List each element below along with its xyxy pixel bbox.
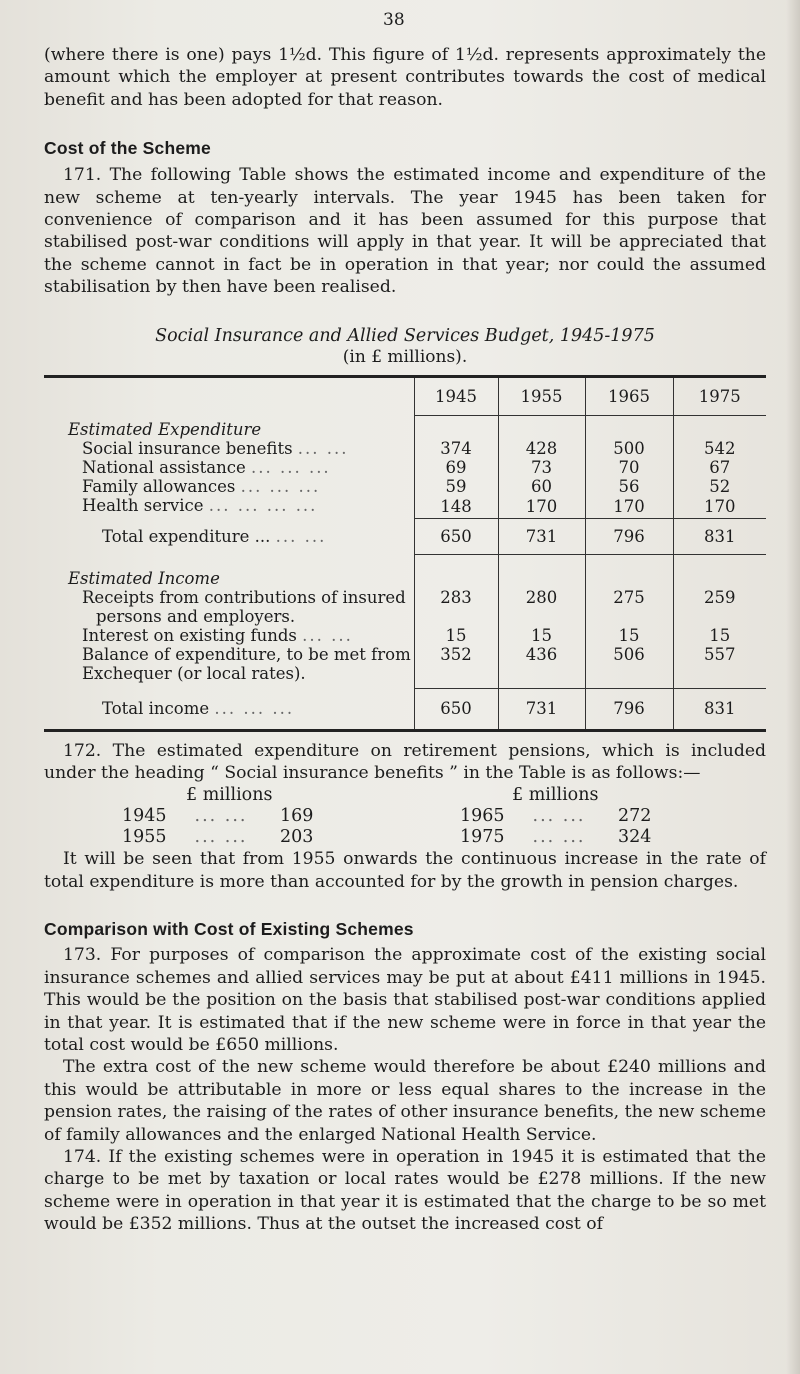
table-row: [44, 588, 766, 626]
table-subtitle: (in £ millions).: [342, 346, 468, 367]
table-cell: 56: [585, 477, 673, 496]
leader-dots: ... ... ...: [240, 476, 321, 496]
page-edge-shadow: [786, 0, 800, 1374]
paragraph-174: 174. If the existing schemes were in operation in 1945 it is estimated that the charge to be met by taxation or local rates would be £278 millions. If the new scheme were in operation in that year it is estimated that the charge to be so met would be £352 millions. Thus at the outset the increased cost of: [44, 1146, 766, 1235]
table-row: [44, 477, 766, 496]
pensions-row: [44, 827, 766, 848]
row-label: Interest on existing funds: [82, 625, 297, 645]
table-cell: 170: [498, 496, 585, 519]
row-label: Receipts from contributions of insured: [82, 587, 406, 607]
table-cell: 170: [585, 496, 673, 519]
table-cell: 59: [414, 477, 498, 496]
table-cell: 731: [498, 519, 585, 555]
table-cell: 650: [414, 519, 498, 555]
unit-label: £ millions: [186, 785, 273, 806]
pensions-header: [44, 784, 766, 806]
table-total-row: [44, 689, 766, 729]
table-title: Social Insurance and Allied Services Budget, 1945-1975: [155, 325, 655, 346]
row-label: National assistance: [82, 457, 246, 477]
table-cell: 148: [414, 496, 498, 519]
paragraph-171: 171. The following Table shows the estimated income and expenditure of the new scheme at ten-yearly intervals. The year 1945 has been taken for convenience of comparison and it has been assumed for this purpose that stabilised post-war conditions will apply in that year. It will be appreciated that the scheme cannot in fact be in operation in that year; nor could the assumed stabilisation by then have been realised.: [44, 165, 766, 298]
year-header: 1965: [585, 378, 673, 416]
pension-year: 1965: [460, 806, 505, 827]
paragraph-172-continued: It will be seen that from 1955 onwards the continuous increase in the rate of total expenditure is more than accounted for by the growth in pension charges.: [44, 849, 766, 892]
paragraph-172: 172. The estimated expenditure on retirement pensions, which is included under the heading “ Social insurance benefits ” in the Table is as follows:—: [44, 740, 766, 784]
paragraph-173: 173. For purposes of comparison the approximate cost of the existing social insurance schemes and allied services may be put at about £411 millions in 1945. This would be the position on the basis that stabilised post-war conditions applied in that year. It is estimated that if the new scheme were in force in that year the total cost would be £650 millions.: [44, 945, 766, 1055]
income-heading: Estimated Income: [68, 568, 220, 588]
table-cell: 542: [673, 439, 766, 458]
table-cell: 796: [585, 519, 673, 555]
intro-paragraph: (where there is one) pays 1½d. This figure of 1½d. represents approximately the amount which the employer at present contributes towards the cost of medical benefit and has been adopted for that reason.: [44, 45, 766, 110]
table-row: [44, 496, 766, 519]
table-row: [44, 645, 766, 689]
leader-dots: ... ...: [532, 827, 586, 848]
table-cell: 731: [498, 689, 585, 729]
table-cell: 67: [673, 458, 766, 477]
row-label-continued: persons and employers.: [96, 606, 296, 626]
row-label: Total expenditure ...: [102, 527, 271, 547]
pension-year: 1945: [122, 806, 167, 827]
unit-label: £ millions: [512, 785, 599, 806]
table-cell: 436: [498, 645, 585, 689]
row-label: Balance of expenditure, to be met from: [82, 644, 411, 664]
table-cell: 374: [414, 439, 498, 458]
table-row: [44, 458, 766, 477]
table-cell: 831: [673, 689, 766, 729]
table-cell: 500: [585, 439, 673, 458]
leader-dots: ... ... ...: [214, 699, 295, 719]
table-row: [44, 416, 766, 439]
table-cell: 60: [498, 477, 585, 496]
pension-value: 272: [618, 806, 652, 827]
table-cell: 259: [673, 588, 766, 626]
table-header-row: [44, 378, 766, 416]
budget-table: [44, 378, 766, 729]
paragraph-173-continued: The extra cost of the new scheme would therefore be about £240 millions and this would be attributable in more or less equal shares to the increase in the pension rates, the raising of the rates of other insurance benefits, the new scheme of family allowances and the enlarged National Health Service.: [44, 1057, 766, 1145]
table-cell: 796: [585, 689, 673, 729]
leader-dots: ... ...: [194, 806, 248, 827]
table-cell: 506: [585, 645, 673, 689]
leader-dots: ... ...: [302, 625, 353, 645]
table-cell: 831: [673, 519, 766, 555]
pensions-row: [44, 806, 766, 827]
row-label: Family allowances: [82, 476, 236, 496]
leader-dots: ... ... ... ...: [208, 495, 318, 515]
table-cell: 275: [585, 588, 673, 626]
table-cell: 170: [673, 496, 766, 519]
leader-dots: ... ...: [275, 527, 327, 547]
leader-dots: ... ...: [532, 806, 586, 827]
pension-year: 1955: [122, 827, 167, 848]
row-label: Total income: [102, 699, 210, 719]
section-heading-cost: Cost of the Scheme: [44, 138, 211, 159]
row-label: Social insurance benefits: [82, 438, 293, 458]
table-cell: 70: [585, 458, 673, 477]
table-cell: 650: [414, 689, 498, 729]
table-cell: 15: [673, 626, 766, 645]
row-label: Health service: [82, 495, 204, 515]
table-cell: 280: [498, 588, 585, 626]
table-total-row: [44, 519, 766, 555]
expenditure-heading: Estimated Expenditure: [68, 419, 262, 439]
pension-value: 203: [280, 827, 314, 848]
table-cell: 352: [414, 645, 498, 689]
page-number: 38: [383, 10, 405, 30]
table-cell: 52: [673, 477, 766, 496]
table-cell: 73: [498, 458, 585, 477]
pension-value: 324: [618, 827, 652, 848]
table-cell: 69: [414, 458, 498, 477]
table-cell: 15: [498, 626, 585, 645]
table-cell: 15: [585, 626, 673, 645]
row-label-continued: Exchequer (or local rates).: [82, 663, 306, 683]
leader-dots: ... ...: [194, 827, 248, 848]
pension-year: 1975: [460, 827, 505, 848]
table-row: [44, 439, 766, 458]
table-cell: 557: [673, 645, 766, 689]
section-heading-comparison: Comparison with Cost of Existing Schemes: [44, 919, 414, 940]
year-header: 1945: [414, 378, 498, 416]
table-row: [44, 626, 766, 645]
pensions-list: [44, 806, 766, 848]
table-cell: 15: [414, 626, 498, 645]
leader-dots: ... ... ...: [250, 457, 331, 477]
pension-value: 169: [280, 806, 314, 827]
year-header: 1975: [673, 378, 766, 416]
year-header: 1955: [498, 378, 585, 416]
table-cell: 283: [414, 588, 498, 626]
table-row: [44, 555, 766, 588]
leader-dots: ... ...: [297, 438, 349, 458]
table-cell: 428: [498, 439, 585, 458]
